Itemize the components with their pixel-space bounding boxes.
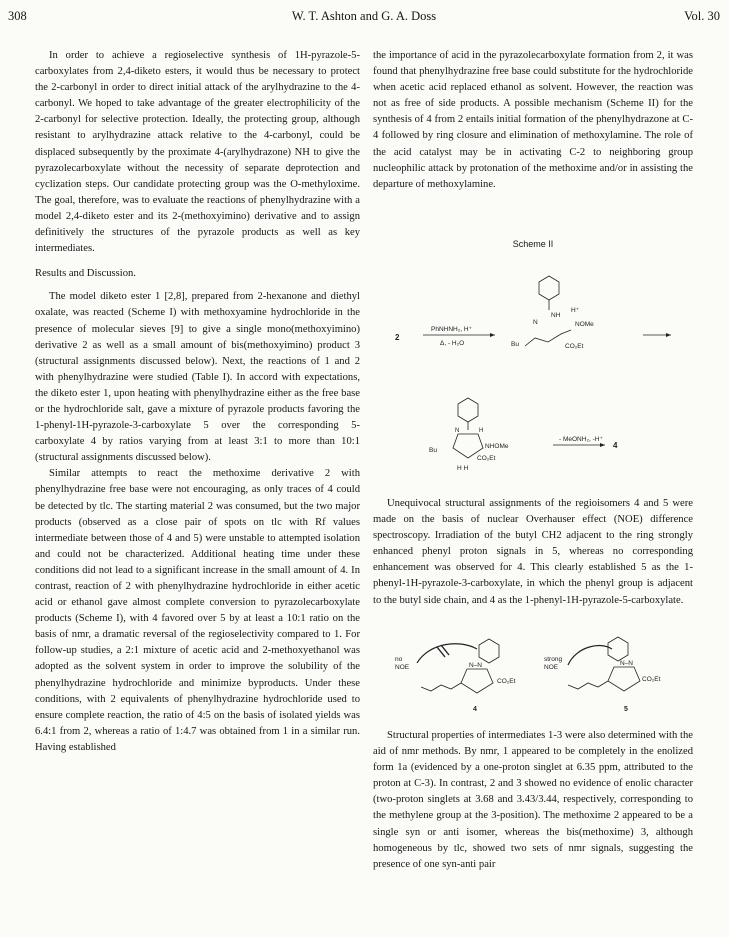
- scheme-ii-row2: [373, 394, 693, 484]
- noe-strong-label: strong: [544, 656, 563, 663]
- right-column-middle: [373, 496, 693, 609]
- h-plus-label: H⁺: [571, 307, 580, 314]
- noe-arrow-5: [568, 646, 612, 665]
- running-title: W. T. Ashton and G. A. Doss: [291, 9, 437, 23]
- phenyl-ring-2: [458, 398, 478, 422]
- nhome-label: NHOMe: [485, 443, 509, 450]
- nn-label-4: N–N: [469, 662, 483, 669]
- paragraph-acid-importance: the importance of acid in the pyrazolecarboxylate formation from 2, it was found that phenylhydrazine free base could substitute for the hydrochloride when acetic acid replaced ethanol as solvent. However, the reaction was not as free of side products. A possible mechanism (Scheme II) for the synthesis of 4 from 2 entails initial formation of the phenylhydrazone at C-4 followed by ring closure and elimination of methoxylamine. The role of the acid catalyst may be in activating C-2 to neighboring group nucleophilic attack by protonation of the methoxime and/or in assisting the departure of methoxylamine.: [373, 50, 693, 190]
- phenyl-ring-1: [539, 276, 559, 300]
- scheme-reagent-bottom: Δ, - H₂O: [440, 340, 465, 347]
- volume-label: Vol. 30: [684, 9, 720, 23]
- nn-label-5: N–N: [620, 660, 634, 667]
- nh-label: NH: [551, 312, 561, 319]
- co2et-label-2: CO₂Et: [477, 455, 496, 462]
- running-header: [8, 9, 720, 29]
- paragraph-intro: In order to achieve a regioselective synthesis of 1H-pyrazole-5-carboxylates from 2,4-diketo esters, it would thus be necessary to protect the 2-carbonyl in order to direct initial attack of the arylhydrazine to the 4-carbonyl. We hoped to take advantage of the greater electrophilicity of the 2-carbonyl for selective protection. Ideally, the protecting group, although resistant to arylhydrazine attack relative to the 4-carbonyl, could be displaced subsequently by the proximate 4-(arylhydrazone) NH to give the pyrazolecarboxylate without the necessity of separate deprotection and cyclization steps. Our candidate protecting group was the O-methyloxime. The goal, therefore, was to evaluate the reactions of phenylhydrazine with a model 2,4-diketo ester and its 2-(methoxyimino) derivative and to assign definitively the structures of the pyrazole products as well as key intermediates.: [35, 50, 360, 255]
- right-column-bottom: [373, 728, 693, 873]
- scheme-product-label: 4: [613, 441, 618, 450]
- paragraph-model-ester: The model diketo ester 1 [2,8], prepared from 2-hexanone and diethyl oxalate, was reacted (Scheme I) with methoxyamine hydrochloride in the presence of molecular sieves [9] to give a single mono(methoxyimino) derivative 2 as well as a small amount of bis(methoxyimino) product 3 (structural assignments discussed below). Next, the reactions of 1 and 2 with phenylhydrazine were studied (Table I). In accord with expectations, the diketo ester 1, upon heating with phenylhydrazine either as the free base or the hydrochloride salt, gave a mixture of pyrazole products favoring the 1-phenyl-1H-pyrazole-3-carboxylate 5 over the corresponding 5-carboxylate 4 by ratios varying from at least 3:1 to more than 10:1 (structural assignments discussed below).: [35, 291, 360, 464]
- left-column: [35, 48, 360, 756]
- paragraph-noe: Unequivocal structural assignments of the regioisomers 4 and 5 were made on the basis of nuclear Overhauser effect (NOE) difference spectroscopy. Irradiation of the butyl CH2 adjacent to the ring strongly enhanced phenyl proton signals in 5, whereas no corresponding enhancement was observed for 4. This clearly established 5 as the 1-phenyl-1H-pyrazole-3-carboxylate, in which the phenyl group is adjacent to the butyl side chain, and 4 as the 1-phenyl-1H-pyrazole-5-carboxylate.: [373, 498, 693, 606]
- scheme-ii-row1: [373, 268, 693, 378]
- section-heading: Results and Discussion.: [35, 268, 136, 280]
- hh-label: H H: [457, 465, 469, 472]
- noe-figure-4: [393, 635, 543, 715]
- scheme-start-label: 2: [395, 333, 400, 342]
- compound-5-label: 5: [624, 706, 628, 713]
- noe-no-label: no: [395, 656, 403, 663]
- paragraph-intermediates: Structural properties of intermediates 1-3 were also determined with the aid of nmr methods. By nmr, 1 appeared to be completely in the enolized form 1a (evidenced by a one-proton singlet at 6.35 ppm, attributed to the proton at C-3). In contrast, 2 and 3 showed no evidence of enolic character (two-proton singlets at 3.68 and 3.43/3.44, respectively, corresponding to the methylene group at the 3-position). The methoxime 2 appeared to be a single syn or anti isomer, whereas the bis(methoxime) 3, although homogeneous by tlc, showed two sets of nmr signals, suggesting the presence of one syn-anti pair: [373, 730, 693, 870]
- h-label-2: H: [479, 428, 484, 434]
- compound-4-label: 4: [473, 706, 477, 713]
- elim-reagent: - MeONH₂, -H⁺: [559, 436, 603, 443]
- co2et-label-1: CO₂Et: [565, 343, 584, 350]
- noe-label-4: NOE: [395, 664, 410, 671]
- right-column-top: [373, 48, 693, 193]
- co2et-label-5: CO₂Et: [642, 676, 661, 683]
- n-label-2: N: [455, 428, 460, 434]
- scheme-ii-label: Scheme II: [512, 239, 554, 249]
- scheme-reagent-top: PhNHNH₂, H⁺: [431, 326, 472, 333]
- co2et-label-4: CO₂Et: [497, 678, 516, 685]
- pyrazole-ring-4: [461, 669, 493, 693]
- noe-figure-5: [540, 635, 700, 715]
- n-label: N: [533, 319, 538, 326]
- pyrazole-ring-5: [608, 667, 640, 691]
- phenyl-ring-4: [479, 639, 499, 663]
- paragraph-methoxime: Similar attempts to react the methoxime derivative 2 with phenylhydrazine free base were not encouraging, as only traces of 4 could be detected by tlc. The starting material 2 was consumed, but the two major products (observed as a close pair of spots on tlc with Rf values intermediate between those of 4 and 5) were unstable to attempted isolation and could not be characterized. Additional heating time under these conditions did not lead to a significant increase in the small amount of 4. In contrast, reaction of 2 with phenylhydrazine hydrochloride in either acetic acid or ethanol gave almost complete conversion to pyrazolecarboxylate products (Scheme I), with 4 favored over 5 by at least a 10:1 ratio on the basis of nmr, a dramatic reversal of the regioselectivity compared to 1. For follow-up studies, a 2:1 mixture of acetic acid and 2-methoxyethanol was adopted as the solvent system in order to improve the solubility of the phenylhydrazine hydrochloride and minimize byproducts. Under these conditions, with 2 equivalents of phenylhydrazine hydrochloride used to ensure complete reaction, the ratio of 4:5 on the basis of isolated yields was 6.4:1 from 2, whereas a ratio of 1:4.7 was obtained from 1 in a similar run. Having established: [35, 468, 360, 753]
- bu-label-1: Bu: [511, 341, 519, 348]
- page-number: 308: [8, 9, 27, 23]
- noe-label-5: NOE: [544, 664, 559, 671]
- bu-label-2: Bu: [429, 447, 437, 454]
- nome-label: NOMe: [575, 321, 594, 328]
